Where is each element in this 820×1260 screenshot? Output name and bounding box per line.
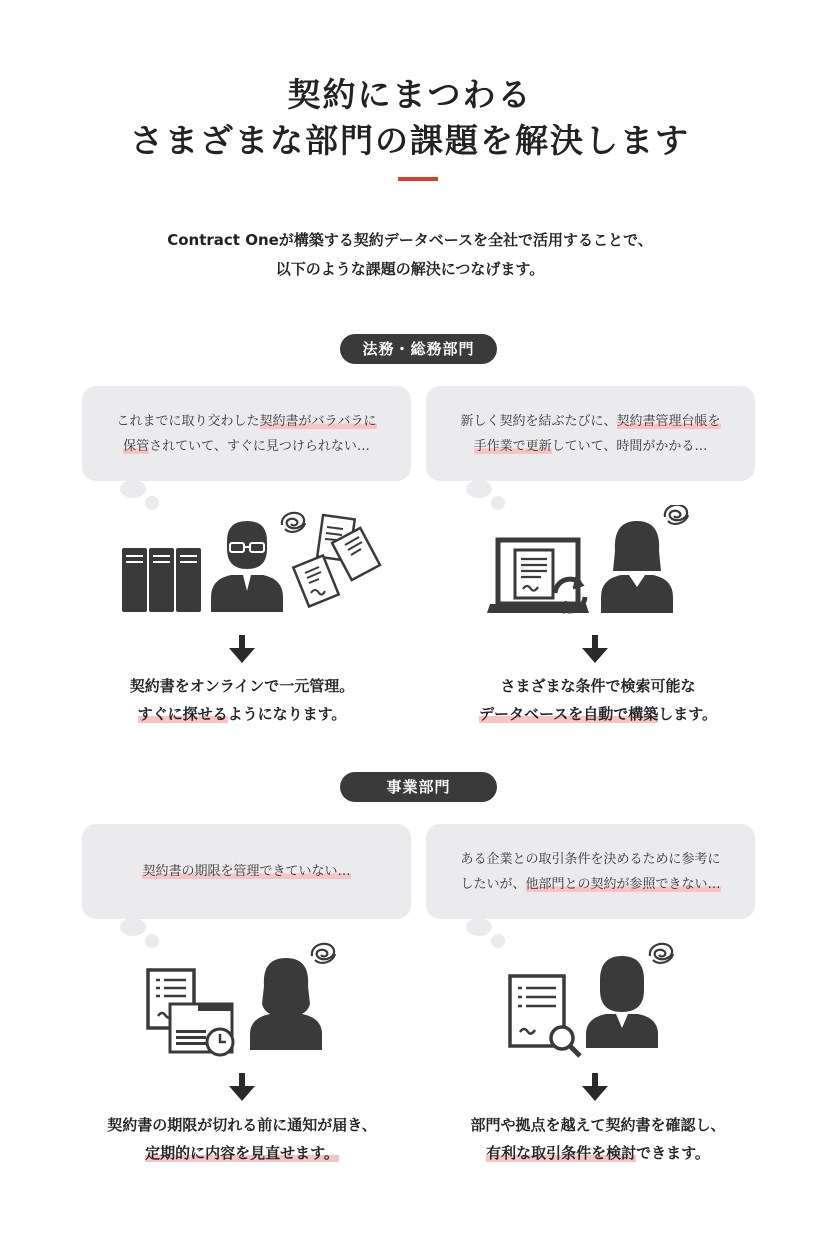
section-label-legal: 法務・総務部門 — [340, 334, 497, 364]
solution-text-legal-2 — [418, 672, 778, 728]
title-divider — [398, 177, 438, 181]
solution-line: さまざまな条件で検索可能な — [500, 677, 696, 695]
confused-scribble-icon — [282, 513, 305, 532]
solution-highlight: データベースを自動で構築 — [478, 705, 659, 723]
problem-highlight: 手作業で更新 — [473, 438, 552, 454]
solution-line: ようになります。 — [227, 705, 347, 723]
woman-icon — [250, 958, 322, 1050]
laptop-document-icon — [487, 540, 589, 613]
problem-highlight: 契約書の期限を管理できていない… — [142, 864, 351, 879]
solution-text-legal-1 — [62, 672, 422, 728]
problem-highlight: 保管 — [123, 438, 150, 454]
problem-bubble-business-2 — [426, 824, 755, 919]
confused-scribble-icon — [665, 505, 688, 524]
solution-highlight: 有利な取引条件を検討 — [486, 1144, 637, 1162]
problem-bubble-legal-1 — [82, 386, 411, 481]
solution-highlight: 定期的に内容を見直せます。 — [145, 1144, 339, 1162]
intro-line-2: 以下のような課題の解決につなげます。 — [275, 260, 545, 278]
solution-text-business-2 — [418, 1111, 778, 1167]
bubble-tail — [466, 918, 492, 936]
intro-line-1: Contract Oneが構築する契約データベースを全社で活用することで、 — [167, 231, 653, 249]
bubble-tail — [120, 918, 146, 936]
problem-text: していて、時間がかかる… — [551, 438, 708, 454]
solution-line: できます。 — [636, 1144, 710, 1162]
confused-scribble-icon — [650, 944, 673, 963]
arrow-down-icon — [227, 635, 257, 664]
arrow-down-icon — [227, 1073, 257, 1102]
bubble-tail — [120, 480, 146, 498]
problem-bubble-business-1 — [82, 824, 411, 919]
solution-highlight: すぐに探せる — [137, 705, 228, 723]
solution-line: 契約書の期限が切れる前に通知が届き、 — [107, 1116, 377, 1134]
arrow-down-icon — [580, 635, 610, 664]
illustration-legal-1 — [115, 505, 390, 615]
problem-highlight: 他部門との契約が参照できない… — [525, 876, 721, 892]
server-cabinet-icon — [122, 548, 201, 612]
man-icon — [586, 956, 658, 1048]
magnifier-icon — [551, 1027, 580, 1056]
arrow-down-icon — [580, 1073, 610, 1102]
problem-text: されていて、すぐに見つけられない… — [149, 438, 370, 454]
problem-bubble-legal-2 — [426, 386, 755, 481]
solution-line: 部門や拠点を越えて契約書を確認し、 — [470, 1116, 726, 1134]
title-line-2: さまざまな部門の課題を解決します — [130, 121, 690, 160]
problem-text: 新しく契約を結ぶたびに、 — [460, 413, 617, 429]
problem-text: ある企業との取引条件を決めるために参考に — [460, 851, 721, 867]
intro-text — [0, 226, 820, 284]
woman-icon — [601, 521, 673, 613]
man-with-glasses-icon — [211, 521, 283, 612]
illustration-business-1 — [140, 942, 360, 1062]
solution-line: 契約書をオンラインで一元管理。 — [129, 677, 355, 695]
title-line-1: 契約にまつわる — [287, 75, 533, 114]
bubble-tail — [466, 480, 492, 498]
problem-text: したいが、 — [460, 876, 526, 892]
problem-highlight: 契約書がバラバラに — [259, 413, 377, 429]
scattered-documents-icon — [293, 515, 380, 606]
calendar-clock-icon — [170, 1004, 233, 1055]
illustration-legal-2 — [485, 505, 705, 620]
problem-highlight: 契約書管理台帳を — [616, 413, 721, 429]
page-title — [0, 72, 820, 164]
illustration-business-2 — [500, 942, 700, 1062]
problem-text: これまでに取り交わした — [116, 413, 260, 429]
solution-text-business-1 — [62, 1111, 422, 1167]
solution-line: します。 — [658, 705, 718, 723]
confused-scribble-icon — [312, 944, 335, 963]
section-label-business: 事業部門 — [340, 772, 497, 802]
